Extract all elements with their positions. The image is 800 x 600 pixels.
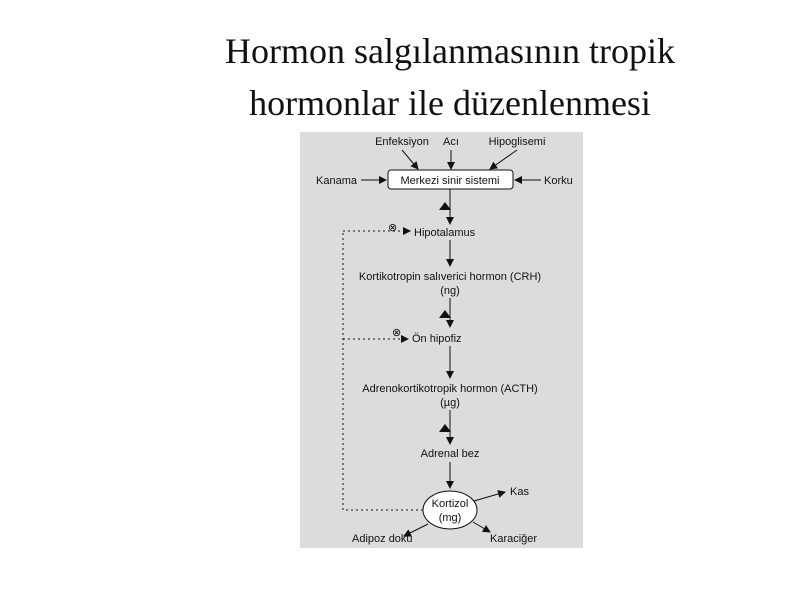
adrenal-label: Adrenal bez [420,448,480,460]
inhibit-symbol-hypothalamus: ⊗ [388,222,398,234]
input-enfeksiyon: Enfeksiyon [375,136,429,148]
slide-title-line-2: hormonlar ile düzenlenmesi [249,83,651,123]
inhibit-symbol-pituitary: ⊗ [392,327,402,339]
input-aci: Acı [443,136,459,148]
cortisol-label: Kortizol [431,498,469,510]
target-adipoz: Adipoz doku [352,533,413,545]
target-kas: Kas [510,486,529,498]
stimulation-triangle-2 [439,310,451,318]
cortisol-unit: (mg) [438,512,462,524]
acth-label: Adrenokortikotropik hormon (ACTH) [362,383,538,395]
input-hipoglisemi: Hipoglisemi [488,136,546,148]
pituitary-label: Ön hipofiz [412,333,462,345]
crh-label: Kortikotropin salıverici hormon (CRH) [358,271,542,283]
input-kanama: Kanama [316,175,357,187]
arrow-enfeksiyon [402,150,418,169]
hpa-axis-diagram [300,132,583,548]
arrow-to-karaciger [473,522,490,532]
arrow-to-kas [474,492,505,501]
acth-unit: (µg) [440,397,460,409]
crh-unit: (ng) [440,285,460,297]
input-korku: Korku [544,175,573,187]
stimulation-triangle-1 [439,202,451,210]
arrow-hipoglisemi [490,150,517,169]
stimulation-triangle-3 [439,424,451,432]
slide-title-line-1: Hormon salgılanmasının tropik [225,31,675,71]
center-box-label: Merkezi sinir sistemi [400,175,500,187]
hypothalamus-label: Hipotalamus [414,227,476,239]
target-karaciger: Karaciğer [490,533,538,545]
